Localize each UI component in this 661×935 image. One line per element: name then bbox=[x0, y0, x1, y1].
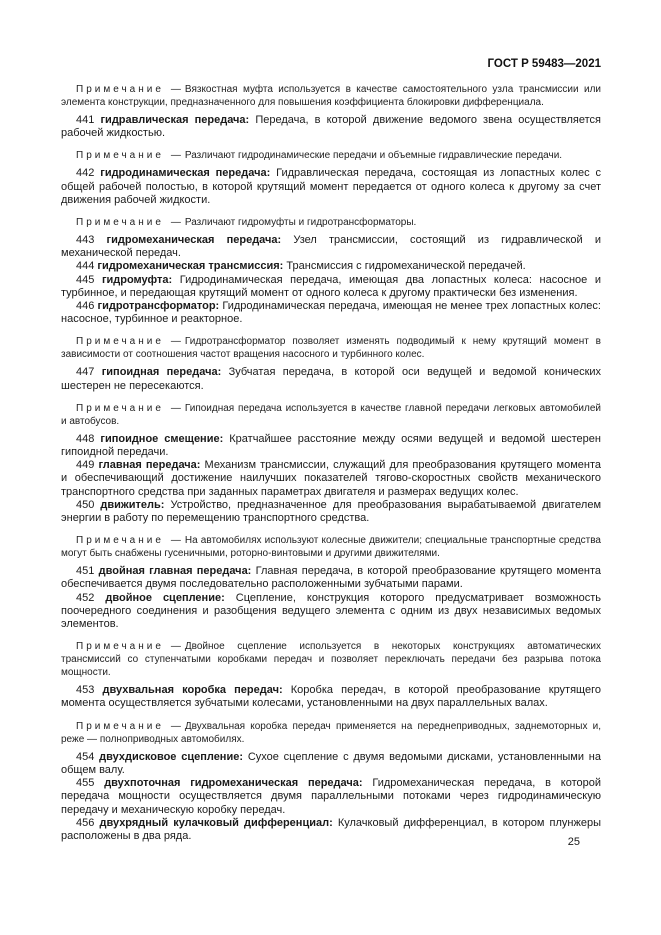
term-name: гидротрансформатор: bbox=[97, 300, 220, 313]
term-name: гипоидная передача: bbox=[101, 366, 222, 379]
note-label: Примечание bbox=[76, 336, 164, 348]
term-number: 450 bbox=[76, 498, 95, 511]
note-text: Вязкостная муфта используется в качестве самостоятельного узла трансмиссии или элемента конструкции, предназначенного для повышения коэффициента блокировки дифференциала. bbox=[61, 84, 601, 108]
note-text: На автомобилях используют колесные движители; специальные транспортные средства могут быть снабжены гусеничными, роторно-винтовыми и другими движителями. bbox=[61, 535, 601, 560]
term-name: двухпоточная гидромеханическая передача: bbox=[104, 777, 363, 790]
term-definition: Кратчайшее расстояние между осями ведущей и ведомой шестерен гипоидной передачи. bbox=[61, 432, 601, 459]
note-text: Различают гидромуфты и гидротрансформаторы. bbox=[184, 217, 417, 229]
term-name: главная передача: bbox=[98, 459, 201, 472]
term-name: двухвальная коробка передач: bbox=[102, 684, 283, 697]
term-number: 451 bbox=[76, 565, 95, 578]
term-number: 456 bbox=[76, 816, 95, 829]
term-name: гидродинамическая передача: bbox=[100, 167, 271, 180]
note-dash: — bbox=[170, 641, 181, 653]
term-definition: Сухое сцепление с двумя ведомыми дисками, установленными на общем валу. bbox=[61, 750, 601, 776]
note-dash: — bbox=[170, 535, 181, 547]
term-paragraph bbox=[61, 114, 601, 140]
term-definition: Передача, в которой движение ведомого звена осуществляется рабочей жидкостью. bbox=[61, 114, 602, 140]
note-dash: — bbox=[170, 336, 181, 348]
note-label: Примечание bbox=[76, 217, 164, 229]
term-paragraph bbox=[61, 817, 601, 843]
term-name: двухрядный кулачковый дифференциал: bbox=[99, 816, 333, 829]
term-paragraph bbox=[61, 433, 601, 459]
term-paragraph bbox=[61, 234, 601, 260]
page-number: 25 bbox=[567, 836, 580, 848]
term-number: 453 bbox=[76, 684, 95, 697]
term-name: гидравлическая передача: bbox=[100, 114, 250, 126]
term-name: двойная главная передача: bbox=[98, 565, 252, 578]
term-definition: Кулачковый дифференциал, в котором плунжеры расположены в два ряда. bbox=[61, 816, 601, 842]
note-label: Примечание bbox=[76, 402, 164, 414]
term-paragraph bbox=[61, 751, 601, 777]
term-definition: Узел трансмиссии, состоящий из гидравлической и механической передач. bbox=[61, 234, 601, 260]
term-paragraph bbox=[61, 565, 601, 591]
term-paragraph bbox=[61, 684, 601, 710]
term-definition: Гидромеханическая передача, в которой передача мощности осуществляется двумя параллельными потоками через гидродинамическую передачу и механическую коробку передач. bbox=[61, 777, 601, 816]
note-dash: — bbox=[170, 402, 181, 414]
term-paragraph bbox=[61, 777, 601, 817]
term-number: 454 bbox=[76, 750, 95, 763]
term-number: 442 bbox=[76, 167, 95, 180]
term-number: 448 bbox=[76, 432, 95, 445]
term-paragraph bbox=[61, 499, 601, 525]
term-name: двойное сцепление: bbox=[105, 591, 225, 604]
note-label: Примечание bbox=[76, 150, 164, 162]
note-paragraph bbox=[61, 720, 601, 746]
term-number: 444 bbox=[76, 260, 95, 273]
term-paragraph bbox=[61, 366, 601, 392]
term-number: 449 bbox=[76, 459, 95, 472]
note-text: Двойное сцепление используется в некоторых конструкциях автоматических трансмиссий со ступенчатыми коробками передач и позволяет переключать передачи без разрыва потока мощности. bbox=[61, 641, 601, 679]
term-definition: Устройство, предназначенное для преобразования вырабатываемой двигателем энергии в работу по перемещению транспортного средства. bbox=[61, 498, 602, 525]
note-paragraph bbox=[61, 402, 601, 428]
term-number: 441 bbox=[76, 114, 95, 126]
note-text: Двухвальная коробка передач применяется на переднеприводных, заднемоторных и, реже — полноприводных автомобилях. bbox=[61, 720, 601, 745]
note-paragraph bbox=[61, 216, 601, 229]
term-paragraph bbox=[61, 459, 601, 499]
note-dash: — bbox=[170, 150, 181, 162]
term-paragraph bbox=[61, 300, 601, 326]
term-paragraph bbox=[61, 274, 601, 300]
term-number: 452 bbox=[76, 591, 95, 604]
term-name: гипоидное смещение: bbox=[100, 432, 224, 445]
term-definition: Трансмиссия с гидромеханической передачей. bbox=[286, 260, 526, 273]
note-dash: — bbox=[170, 720, 181, 732]
term-name: гидромеханическая передача: bbox=[106, 234, 282, 247]
term-paragraph bbox=[61, 260, 601, 273]
note-paragraph bbox=[61, 149, 601, 162]
note-label: Примечание bbox=[76, 84, 164, 95]
note-text: Гипоидная передача используется в качестве главной передачи легковых автомобилей и автобусов. bbox=[61, 402, 601, 427]
note-label: Примечание bbox=[76, 535, 164, 547]
note-paragraph bbox=[61, 83, 601, 109]
term-name: движитель: bbox=[100, 498, 165, 511]
term-number: 446 bbox=[76, 300, 95, 313]
term-definition: Гидродинамическая передача, имеющая не менее трех лопастных колес: насосное, турбинное и реакторное. bbox=[61, 300, 601, 326]
term-number: 455 bbox=[76, 777, 95, 790]
term-number: 447 bbox=[76, 366, 95, 379]
document-body bbox=[61, 83, 601, 843]
term-definition: Зубчатая передача, в которой оси ведущей и ведомой конических шестерен не пересекаются. bbox=[61, 366, 602, 392]
term-paragraph bbox=[61, 592, 601, 632]
note-text: Гидротрансформатор позволяет изменять подводимый к нему крутящий момент в зависимости от соотношения частот вращения насосного и турбинного колес. bbox=[61, 336, 601, 361]
note-dash: — bbox=[170, 217, 181, 229]
document-header: ГОСТ Р 59483—2021 bbox=[487, 58, 601, 70]
term-paragraph bbox=[61, 167, 601, 207]
term-definition: Механизм трансмиссии, служащий для преобразования крутящего момента и обеспечивающий достижение наилучших показателей тягово-скоростных свойств механического транспортного средства при заданных параметрах двигателя и размерах ведущих колес. bbox=[61, 459, 601, 498]
term-definition: Коробка передач, в которой преобразование крутящего момента осуществляется зубчатыми колесами, установленными на двух параллельных валах. bbox=[61, 684, 601, 710]
term-definition: Гидравлическая передача, состоящая из лопастных колес с общей рабочей полостью, в которой крутящий момент передается от одного колеса к другому за счет движения рабочей жидкости. bbox=[61, 167, 601, 206]
term-definition: Гидродинамическая передача, имеющая два лопастных колеса: насосное и турбинное, и передающая крутящий момент от одного колеса к другому практически без изменения. bbox=[61, 273, 601, 299]
note-label: Примечание bbox=[76, 641, 164, 653]
note-paragraph bbox=[61, 640, 601, 679]
term-name: гидромеханическая трансмиссия: bbox=[97, 260, 284, 273]
term-name: двухдисковое сцепление: bbox=[99, 750, 243, 763]
note-dash: — bbox=[170, 84, 181, 95]
note-paragraph bbox=[61, 534, 601, 560]
note-text: Различают гидродинамические передачи и объемные гидравлические передачи. bbox=[184, 150, 563, 162]
term-name: гидромуфта: bbox=[101, 273, 173, 286]
note-label: Примечание bbox=[76, 720, 164, 732]
term-number: 445 bbox=[76, 273, 95, 286]
term-definition: Главная передача, в которой преобразование крутящего момента обеспечивается двумя последовательно расположенными зубчатыми парами. bbox=[61, 565, 601, 591]
term-definition: Сцепление, конструкция которого предусматривает возможность поочередного соединения и разобщения ведущего элемента с одним из двух независимых ведомых элементов. bbox=[61, 591, 601, 631]
term-number: 443 bbox=[76, 234, 95, 247]
note-paragraph bbox=[61, 335, 601, 361]
